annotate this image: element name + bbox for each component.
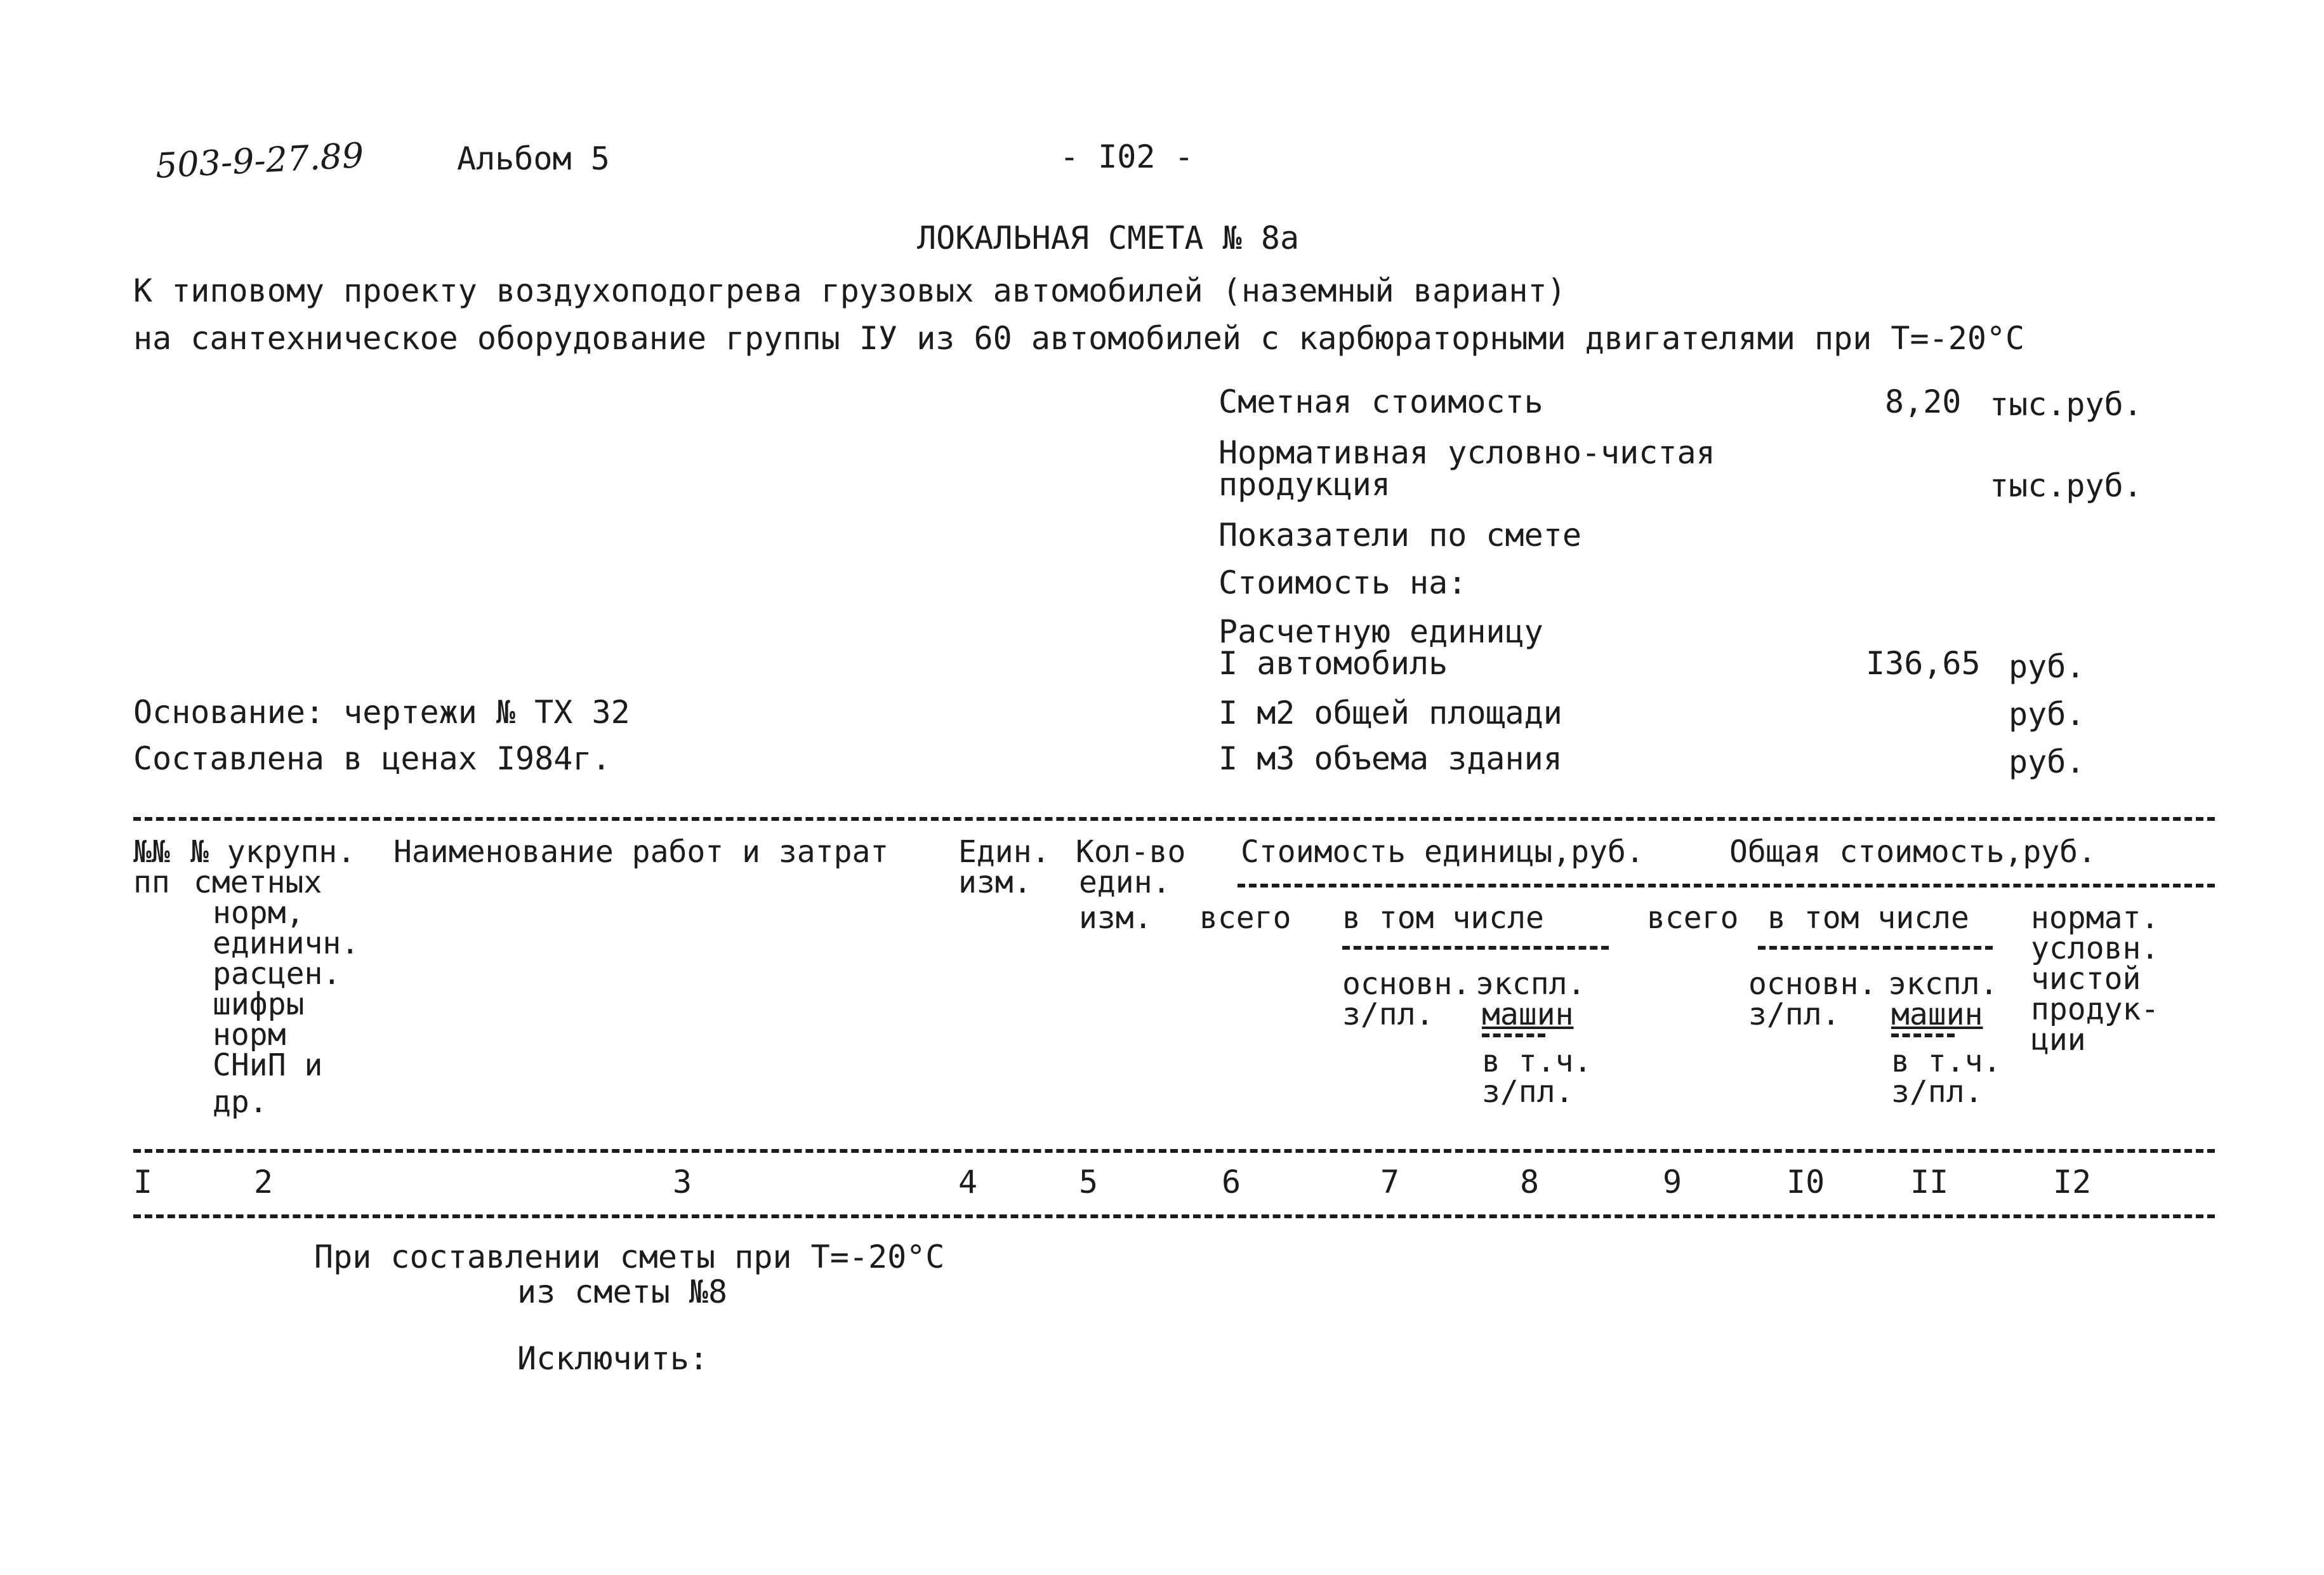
cost-value: 8,20 <box>1885 383 1962 420</box>
col2-head-h: СНиП и <box>213 1047 323 1083</box>
col-number: II <box>1910 1164 1949 1200</box>
title-line-1: К типовому проекту воздухоподогрева грузовых автомобилей (наземный вариант) <box>133 272 1566 309</box>
per-car-label: I автомобиль <box>1218 645 1448 682</box>
col2-head-c: норм, <box>213 895 305 931</box>
total-mach-rule <box>1891 1033 1955 1037</box>
page-number: - I02 - <box>1060 138 1194 175</box>
unit-basic-2: з/пл. <box>1342 997 1434 1032</box>
col1-head-a: №№ <box>133 834 170 870</box>
col2-head-e: расцен. <box>213 956 341 992</box>
col-number: I0 <box>1786 1164 1825 1200</box>
norm-label-1: Нормативная условно-чистая <box>1218 434 1715 471</box>
basis-drawings: Основание: чертежи № ТХ 32 <box>133 694 630 731</box>
col-numbers-bottom-rule <box>133 1214 2215 1218</box>
document-title: ЛОКАЛЬНАЯ СМЕТА № 8а <box>917 220 1300 256</box>
unit-mach-1: экспл. <box>1476 966 1586 1002</box>
cost-on-label: Стоимость на: <box>1218 564 1467 601</box>
unit-incl-rule <box>1342 946 1609 950</box>
cost-unit: тыс.руб. <box>1990 386 2142 423</box>
total-mach-1: экспл. <box>1888 966 1998 1002</box>
norm-head-4: продук- <box>2031 992 2160 1027</box>
table-top-rule <box>133 817 2215 821</box>
col5-head-c: изм. <box>1079 900 1152 936</box>
unit-all-head: всего <box>1199 900 1291 936</box>
col-number: 9 <box>1663 1164 1682 1200</box>
total-basic-2: з/пл. <box>1748 997 1840 1032</box>
norm-label-2: продукция <box>1218 466 1390 503</box>
per-m3-label: I м3 объема здания <box>1218 740 1562 777</box>
unit-mach-3: в т.ч. <box>1482 1044 1592 1079</box>
col-number: I <box>133 1164 153 1200</box>
per-car-unit: руб. <box>2009 648 2085 685</box>
norm-head-5: ции <box>2031 1022 2086 1058</box>
unit-cost-head: Стоимость единицы,руб. <box>1241 834 1644 870</box>
col5-head-a: Кол-во <box>1076 834 1186 870</box>
col-number: 6 <box>1222 1164 1241 1200</box>
per-m2-label: I м2 общей площади <box>1218 694 1562 731</box>
col-numbers-top-rule <box>133 1149 2215 1153</box>
col-number: 5 <box>1079 1164 1099 1200</box>
col2-head-f: шифры <box>213 987 305 1022</box>
col-number: 2 <box>254 1164 274 1200</box>
basis-prices: Составлена в ценах I984г. <box>133 740 611 777</box>
cost-label: Сметная стоимость <box>1218 383 1543 420</box>
col2-head-d: единичн. <box>213 926 360 961</box>
col4-head-a: Един. <box>958 834 1050 870</box>
col-number: 4 <box>958 1164 978 1200</box>
unit-mach-4: з/пл. <box>1482 1074 1574 1110</box>
total-mach-2: машин <box>1891 997 1983 1032</box>
total-all-head: всего <box>1647 900 1739 936</box>
total-incl-head: в том числе <box>1767 900 1969 936</box>
indicators-label: Показатели по смете <box>1218 517 1581 554</box>
norm-head-3: чистой <box>2031 961 2141 997</box>
unit-label: Расчетную единицу <box>1218 613 1543 650</box>
total-mach-4: з/пл. <box>1891 1074 1983 1110</box>
exclude-label: Исключить: <box>517 1340 709 1377</box>
total-mach-3: в т.ч. <box>1891 1044 2002 1079</box>
album-label: Альбом 5 <box>457 140 610 177</box>
body-line-2: из сметы №8 <box>517 1273 728 1310</box>
col2-head-g: норм <box>213 1017 286 1053</box>
total-basic-1: основн. <box>1748 966 1877 1002</box>
norm-head-1: нормат. <box>2031 900 2160 936</box>
per-m2-unit: руб. <box>2009 696 2085 733</box>
col1-head-b: пп <box>133 865 170 900</box>
col-number: 3 <box>673 1164 692 1200</box>
total-incl-rule <box>1758 946 1993 950</box>
col-number: 8 <box>1520 1164 1540 1200</box>
title-line-2: на сантехническое оборудование группы IУ из 60 автомобилей с карбюраторными двигателями при Т=-20°С <box>133 320 2025 357</box>
per-m3-unit: руб. <box>2009 743 2085 780</box>
per-car-value: I36,65 <box>1866 645 1981 682</box>
col5-head-b: един. <box>1079 865 1171 900</box>
cost-head-rule <box>1238 884 2215 887</box>
unit-incl-head: в том числе <box>1342 900 1544 936</box>
unit-mach-rule <box>1482 1033 1545 1037</box>
total-cost-head: Общая стоимость,руб. <box>1729 834 2096 870</box>
col-number: 7 <box>1380 1164 1400 1200</box>
norm-unit: тыс.руб. <box>1990 467 2142 504</box>
col2-head-i: др. <box>213 1084 268 1120</box>
col2-head-a: № укрупн. <box>190 834 356 870</box>
col4-head-b: изм. <box>958 865 1032 900</box>
doc-number: 503-9-27.89 <box>154 135 365 186</box>
unit-mach-2: машин <box>1482 997 1574 1032</box>
col2-head-b: сметных <box>194 865 322 900</box>
col-number: I2 <box>2053 1164 2092 1200</box>
body-line-1: При составлении сметы при Т=-20°С <box>314 1239 945 1275</box>
unit-basic-1: основн. <box>1342 966 1471 1002</box>
col3-head: Наименование работ и затрат <box>393 834 889 870</box>
norm-head-2: условн. <box>2031 931 2160 966</box>
